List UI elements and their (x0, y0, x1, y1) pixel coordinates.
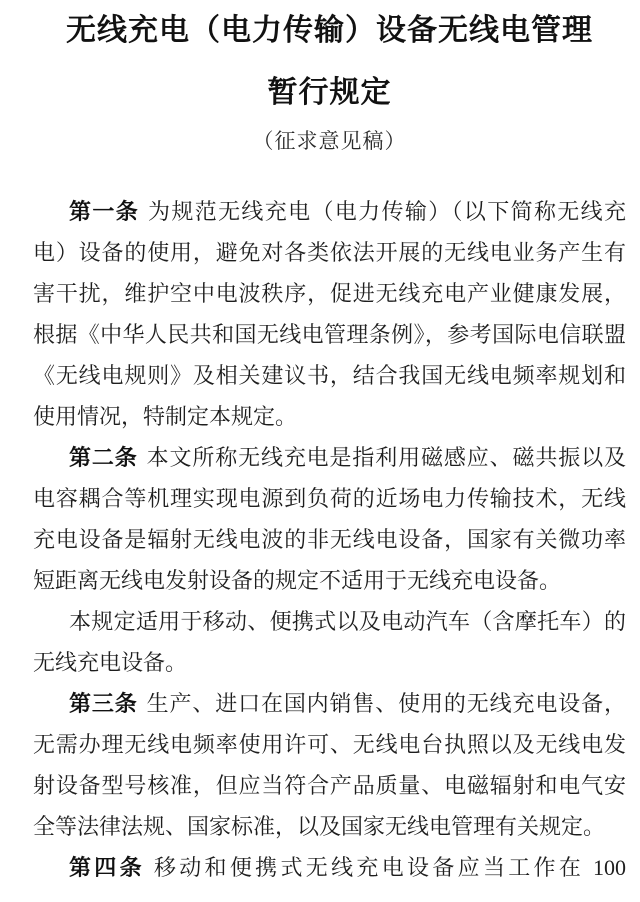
article-label: 第三条 (69, 691, 138, 716)
article-label: 第四条 (69, 855, 145, 880)
paragraph-text: 本文所称无线充电是指利用磁感应、磁共振以及电容耦合等机理实现电源到负荷的近场电力传输技术，无线充电设备是辐射无线电波的非无线电设备，国家有关微功率短距离无线电发射设备的规定不适用于无线充电设备。 (33, 445, 626, 593)
paragraph (33, 601, 626, 683)
paragraph (33, 437, 626, 601)
document-title (33, 0, 626, 124)
paragraph-text: 本规定适用于移动、便携式以及电动汽车（含摩托车）的无线充电设备。 (33, 609, 626, 675)
title-line-1: 无线充电（电力传输）设备无线电管理 (66, 14, 593, 47)
paragraph (33, 191, 626, 437)
document-subtitle: （征求意见稿） (252, 129, 407, 153)
paragraph-text: 为规范无线充电（电力传输）（以下简称无线充电）设备的使用，避免对各类依法开展的无线电业务产生有害干扰，维护空中电波秩序，促进无线充电产业健康发展，根据《中华人民共和国无线电管理条例》，参考国际电信联盟《无线电规则》及相关建议书，结合我国无线电频率规划和使用情况，特制定本规定。 (33, 199, 626, 429)
article-label: 第二条 (69, 445, 138, 470)
article-label: 第一条 (69, 199, 140, 224)
paragraph-text: 生产、进口在国内销售、使用的无线充电设备，无需办理无线电频率使用许可、无线电台执照以及无线电发射设备型号核准，但应当符合产品质量、电磁辐射和电气安全等法律法规、国家标准，以及国家无线电管理有关规定。 (33, 691, 626, 839)
paragraph (33, 683, 626, 847)
paragraph-text: 移动和便携式无线充电设备应当工作在 100 (153, 855, 626, 880)
document-body (33, 191, 626, 888)
paragraph (33, 847, 626, 888)
title-line-2: 暂行规定 (267, 76, 392, 109)
